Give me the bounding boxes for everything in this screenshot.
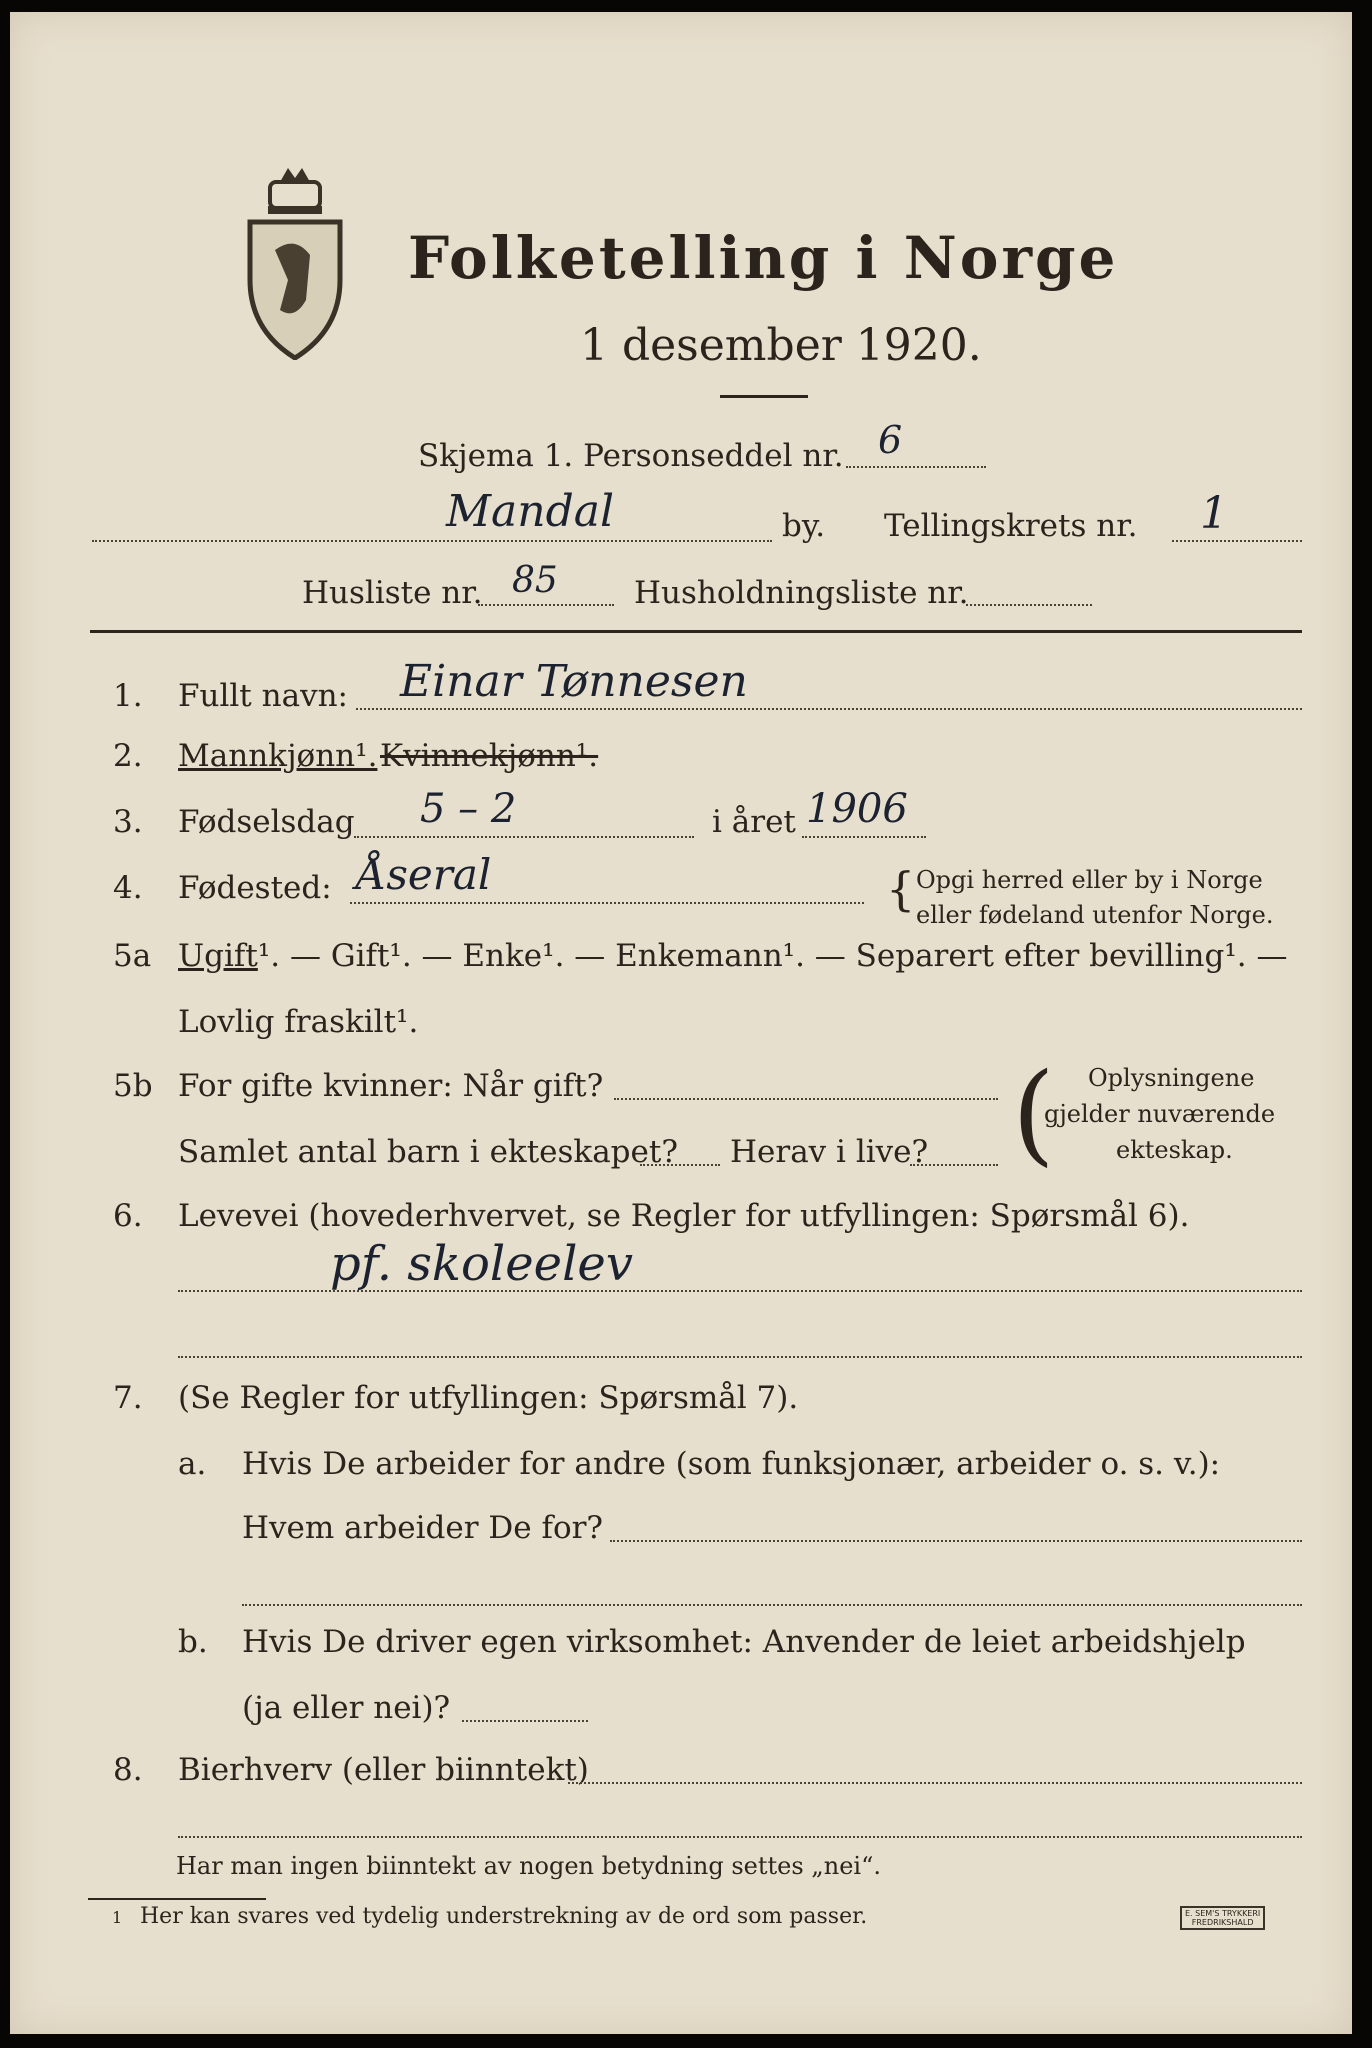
sivilstand-line (178, 938, 1287, 974)
fodselsdag-field[interactable] (354, 836, 694, 838)
printer-stamp (1180, 1906, 1265, 1930)
footnote-rule (88, 1898, 266, 1900)
q7-label: (Se Regler for utfyllingen: Spørsmål 7). (178, 1380, 799, 1416)
page-title: Folketelling i Norge (408, 224, 1119, 292)
fodested-label: Fødested: (178, 870, 332, 906)
lovlig-fraskilt-option[interactable]: Lovlig fraskilt¹. (178, 1004, 419, 1040)
live-label: Herav i live? (730, 1134, 929, 1170)
item-number-2: 2. (113, 738, 143, 774)
naar-gift-field[interactable] (614, 1098, 998, 1100)
q7b-label-2: (ja eller nei)? (242, 1690, 451, 1726)
q7a-label-2: Hvem arbeider De for? (242, 1510, 604, 1546)
q7a-field-2[interactable] (242, 1604, 1302, 1606)
q8-field-2[interactable] (178, 1836, 1302, 1838)
fodested-field[interactable] (350, 902, 864, 904)
q7a-label: Hvis De arbeider for andre (som funksjonær, arbeider o. s. v.): (242, 1446, 1221, 1482)
item-number-3: 3. (113, 804, 143, 840)
q7a-field-1[interactable] (610, 1540, 1302, 1542)
fodested-note-1: Opgi herred eller by i Norge (916, 866, 1263, 894)
kvinnekjonn-option[interactable]: Kvinnekjønn¹. (380, 738, 599, 774)
barn-label: Samlet antal barn i ekteskapet? (178, 1134, 678, 1170)
title-divider (720, 395, 808, 398)
census-date: 1 desember 1920. (580, 320, 982, 371)
levevei-value: pf. skoleelev (330, 1236, 633, 1292)
city-value: Mandal (446, 486, 615, 537)
printer-stamp-line-1: E. SEM'S TRYKKERI (1185, 1909, 1261, 1918)
header-rule (90, 630, 1302, 633)
levevei-label: Levevei (hovederhvervet, se Regler for utfyllingen: Spørsmål 6). (178, 1198, 1190, 1234)
item-number-8: 8. (113, 1752, 143, 1788)
printer-stamp-line-2: FREDRIKSHALD (1191, 1918, 1254, 1927)
tellingskrets-value: 1 (1200, 488, 1228, 539)
fodselsdag-value: 5 – 2 (420, 786, 517, 832)
aaret-label: i året (712, 804, 796, 840)
husholdning-label: Husholdningsliste nr. (634, 575, 969, 611)
aaret-field[interactable] (802, 836, 926, 838)
husholdning-field[interactable] (966, 604, 1092, 606)
q8-label: Bierhverv (eller biinntekt) (178, 1752, 589, 1788)
aaret-value: 1906 (806, 786, 908, 832)
fullt-navn-value: Einar Tønnesen (400, 656, 748, 707)
personseddel-value: 6 (878, 418, 903, 462)
fodested-brace: { (886, 862, 916, 916)
personseddel-field[interactable] (846, 466, 986, 468)
fodested-note-2: eller fødeland utenfor Norge. (916, 901, 1274, 929)
barn-field[interactable] (640, 1164, 720, 1166)
q7b-field[interactable] (462, 1720, 588, 1722)
q7b-letter: b. (178, 1624, 208, 1660)
item-number-7: 7. (113, 1380, 143, 1416)
city-field[interactable] (92, 540, 772, 542)
live-field[interactable] (910, 1164, 998, 1166)
oplys-note-1: Oplysningene (1088, 1064, 1255, 1092)
fodested-value: Åseral (356, 850, 492, 899)
gifte-label: For gifte kvinner: Når gift? (178, 1068, 604, 1104)
footnote-text: Her kan svares ved tydelig understrekning av de ord som passer. (140, 1904, 868, 1929)
item-number-1: 1. (113, 678, 143, 714)
sivilstand-other-options[interactable]: ¹. — Gift¹. — Enke¹. — Enkemann¹. — Separert efter bevilling¹. — (257, 938, 1288, 974)
coat-of-arms-icon (240, 160, 350, 360)
tellingskrets-field[interactable] (1172, 540, 1302, 542)
levevei-field-2[interactable] (178, 1356, 1302, 1358)
item-number-5b: 5b (113, 1068, 153, 1104)
fullt-navn-field[interactable] (356, 708, 1302, 710)
oplys-note-3: ekteskap. (1116, 1136, 1233, 1164)
mannkjonn-option[interactable]: Mannkjønn¹. (178, 738, 378, 774)
item-number-6: 6. (113, 1198, 143, 1234)
by-label: by. (782, 508, 826, 544)
q8-field-1[interactable] (568, 1782, 1302, 1784)
q7b-label: Hvis De driver egen virksomhet: Anvender de leiet arbeidshjelp (242, 1624, 1246, 1660)
q7a-letter: a. (178, 1446, 207, 1482)
q8-note: Har man ingen biinntekt av nogen betydning settes „nei“. (176, 1852, 881, 1880)
ugift-option[interactable]: Ugift (178, 938, 258, 974)
oplys-note-2: gjelder nuværende (1044, 1100, 1276, 1128)
husliste-label: Husliste nr. (302, 575, 483, 611)
fodselsdag-label: Fødselsdag (178, 804, 355, 840)
tellingskrets-label: Tellingskrets nr. (884, 508, 1138, 544)
husliste-field[interactable] (478, 604, 614, 606)
oplys-brace: ( (1012, 1049, 1055, 1177)
item-number-5a: 5a (113, 938, 152, 974)
item-number-4: 4. (113, 870, 143, 906)
husliste-value: 85 (512, 560, 558, 601)
skjema-label: Skjema 1. Personseddel nr. (418, 438, 844, 474)
fullt-navn-label: Fullt navn: (178, 678, 348, 714)
footnote-mark: 1 (112, 1908, 123, 1927)
